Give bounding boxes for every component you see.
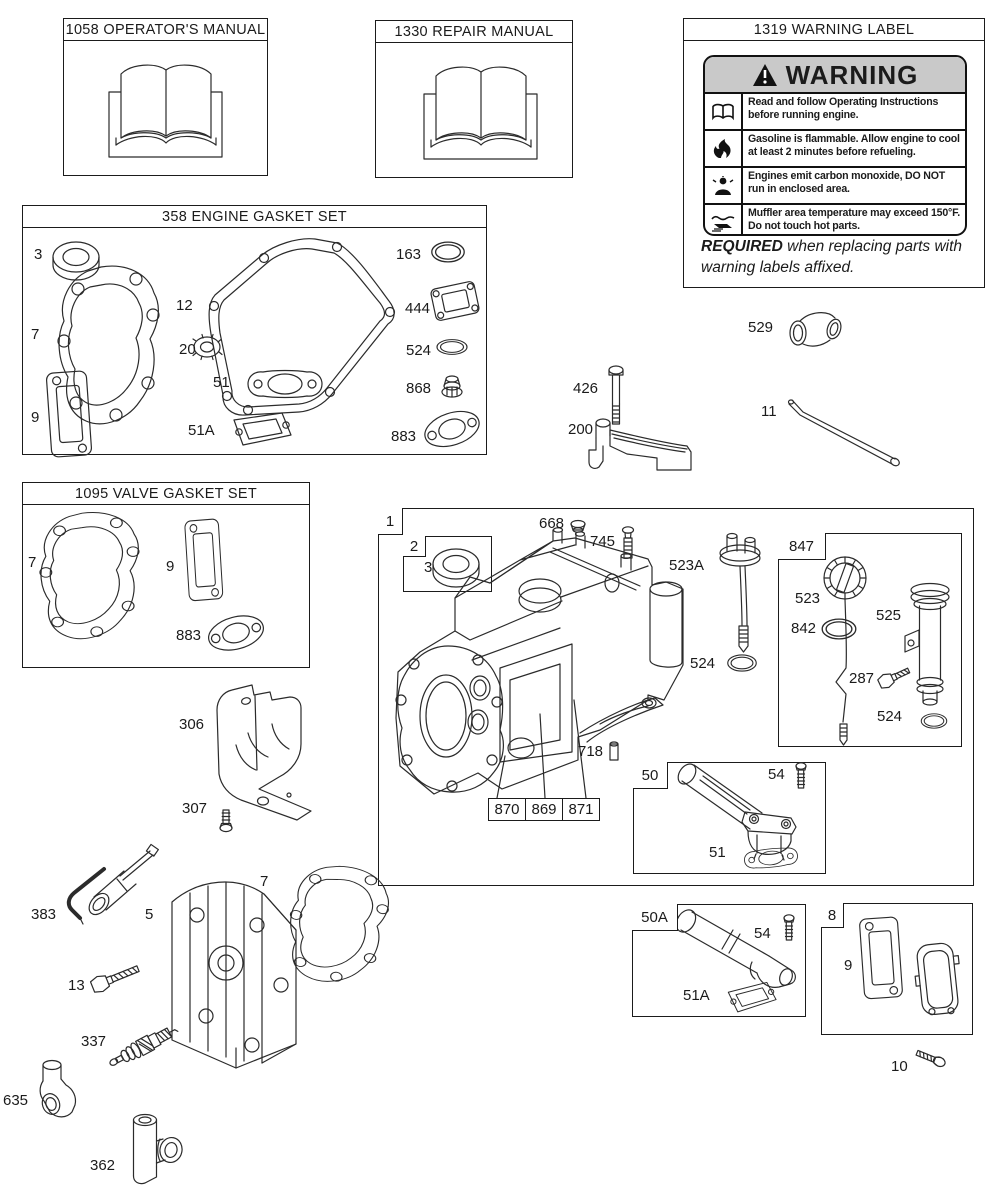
part-label-883-valve: 883: [176, 627, 202, 644]
part-label-54-alt: 54: [754, 925, 771, 942]
part-label-200: 200: [568, 421, 594, 438]
operators-manual-title: 1058 OPERATOR'S MANUAL: [64, 19, 267, 41]
part-label-337: 337: [81, 1033, 107, 1050]
part-label-523A: 523A: [669, 557, 705, 574]
warning-required-bold: REQUIRED: [701, 238, 783, 255]
rod-11-art: [789, 400, 901, 467]
warning-required-note: [701, 237, 973, 279]
part-label-529: 529: [748, 319, 774, 336]
warning-row-text: Muffler area temperature may exceed 150°F. Do not touch hot parts.: [748, 207, 960, 232]
part-label-842: 842: [791, 620, 817, 637]
engine-gasket-set-box: [22, 205, 487, 455]
warning-row: [705, 205, 965, 236]
terminal-boot-635-art: [40, 1061, 76, 1117]
part-label-868: 868: [406, 380, 432, 397]
part-label-163: 163: [396, 246, 422, 263]
warning-label-title: 1319 WARNING LABEL: [684, 19, 984, 41]
part-label-383: 383: [31, 906, 57, 923]
spark-plug-boot-362-art: [134, 1115, 185, 1184]
flame-icon: [705, 131, 743, 166]
book-icon: [705, 94, 743, 129]
valve-gasket-set-title: 1095 VALVE GASKET SET: [23, 483, 309, 505]
cylinder-variant-870: 870: [494, 801, 520, 818]
muffler-alt-box-tag: 50A: [632, 904, 678, 931]
heat-shield-306-art: [217, 685, 311, 820]
breather-box-tag: 8: [821, 903, 844, 928]
part-label-426: 426: [573, 380, 599, 397]
part-label-7: 7: [31, 326, 40, 343]
part-label-524-tube: 524: [877, 708, 903, 725]
part-label-7-head: 7: [260, 873, 269, 890]
bolt-13-art: [90, 961, 141, 994]
oil-fill-box: [778, 533, 962, 747]
part-label-11: 11: [761, 403, 777, 420]
part-label-718: 718: [578, 743, 604, 760]
bracket-200-art: [589, 419, 691, 470]
cylinder-head-5-art: [172, 882, 296, 1068]
warning-row-text: Read and follow Operating Instructions before running engine.: [748, 96, 939, 121]
warning-required-rest: when replacing parts with warning labels affixed.: [701, 238, 963, 276]
assembly-box-tag: 1: [378, 508, 403, 535]
part-label-668: 668: [539, 515, 565, 532]
part-label-523: 523: [795, 590, 821, 607]
part-label-307: 307: [182, 800, 208, 817]
part-label-525: 525: [876, 607, 902, 624]
part-label-883: 883: [391, 428, 417, 445]
engine-gasket-set-title: 358 ENGINE GASKET SET: [23, 206, 486, 228]
part-label-9-valve: 9: [166, 558, 175, 575]
part-label-745: 745: [590, 533, 616, 550]
part-label-51: 51: [213, 374, 230, 391]
warning-label-graphic: [703, 55, 967, 236]
part-label-9: 9: [31, 409, 40, 426]
part-label-20: 20: [179, 341, 196, 358]
bolt-426-art: [609, 366, 623, 424]
screw-10-art: [915, 1049, 946, 1069]
part-label-12: 12: [176, 297, 193, 314]
part-label-54-muffler: 54: [768, 766, 785, 783]
warning-row-text: Engines emit carbon monoxide, DO NOT run in enclosed area.: [748, 170, 946, 195]
screw-307-art: [220, 810, 232, 832]
repair-manual-title: 1330 REPAIR MANUAL: [376, 21, 572, 43]
part-label-51A-alt: 51A: [683, 987, 710, 1004]
part-label-3: 3: [34, 246, 43, 263]
muffler-box-tag: 50: [633, 762, 668, 789]
warning-row: [705, 168, 965, 205]
warning-word: WARNING: [785, 59, 919, 90]
part-label-5: 5: [145, 906, 154, 923]
part-label-306: 306: [179, 716, 205, 733]
part-label-524: 524: [406, 342, 432, 359]
cylinder-variant-869: 869: [525, 799, 562, 820]
head-gasket-7-free-art: [281, 859, 394, 989]
cylinder-variant-table: [488, 798, 600, 821]
part-label-3-inset: 3: [424, 559, 433, 576]
part-label-524-dipstick: 524: [690, 655, 716, 672]
warning-header: [705, 57, 965, 94]
part-label-7-valve: 7: [28, 554, 37, 571]
part-label-13: 13: [68, 977, 85, 994]
carbon-monoxide-icon: [705, 168, 743, 203]
oil-fill-box-tag: 847: [778, 533, 826, 560]
operators-manual-box: [63, 18, 268, 176]
warning-triangle-icon: [752, 63, 778, 87]
part-label-362: 362: [90, 1157, 116, 1174]
repair-manual-box: [375, 20, 573, 178]
part-label-9-breather: 9: [844, 957, 853, 974]
hot-surface-icon: [705, 205, 743, 236]
warning-row: [705, 131, 965, 168]
part-label-51-muffler: 51: [709, 844, 726, 861]
part-label-10: 10: [891, 1058, 908, 1075]
cylinder-variant-871: 871: [562, 799, 599, 820]
elbow-529-art: [790, 313, 843, 346]
part-label-444: 444: [405, 300, 431, 317]
valve-gasket-set-box: [22, 482, 310, 668]
warning-row: [705, 94, 965, 131]
part-label-51A: 51A: [188, 422, 215, 439]
part-label-635: 635: [3, 1092, 29, 1109]
spark-plug-337-art: [106, 1022, 180, 1071]
warning-row-text: Gasoline is flammable. Allow engine to cool at least 2 minutes before refueling.: [748, 133, 960, 158]
part-label-287: 287: [849, 670, 875, 687]
seal-inset-box-tag: 2: [403, 536, 426, 557]
